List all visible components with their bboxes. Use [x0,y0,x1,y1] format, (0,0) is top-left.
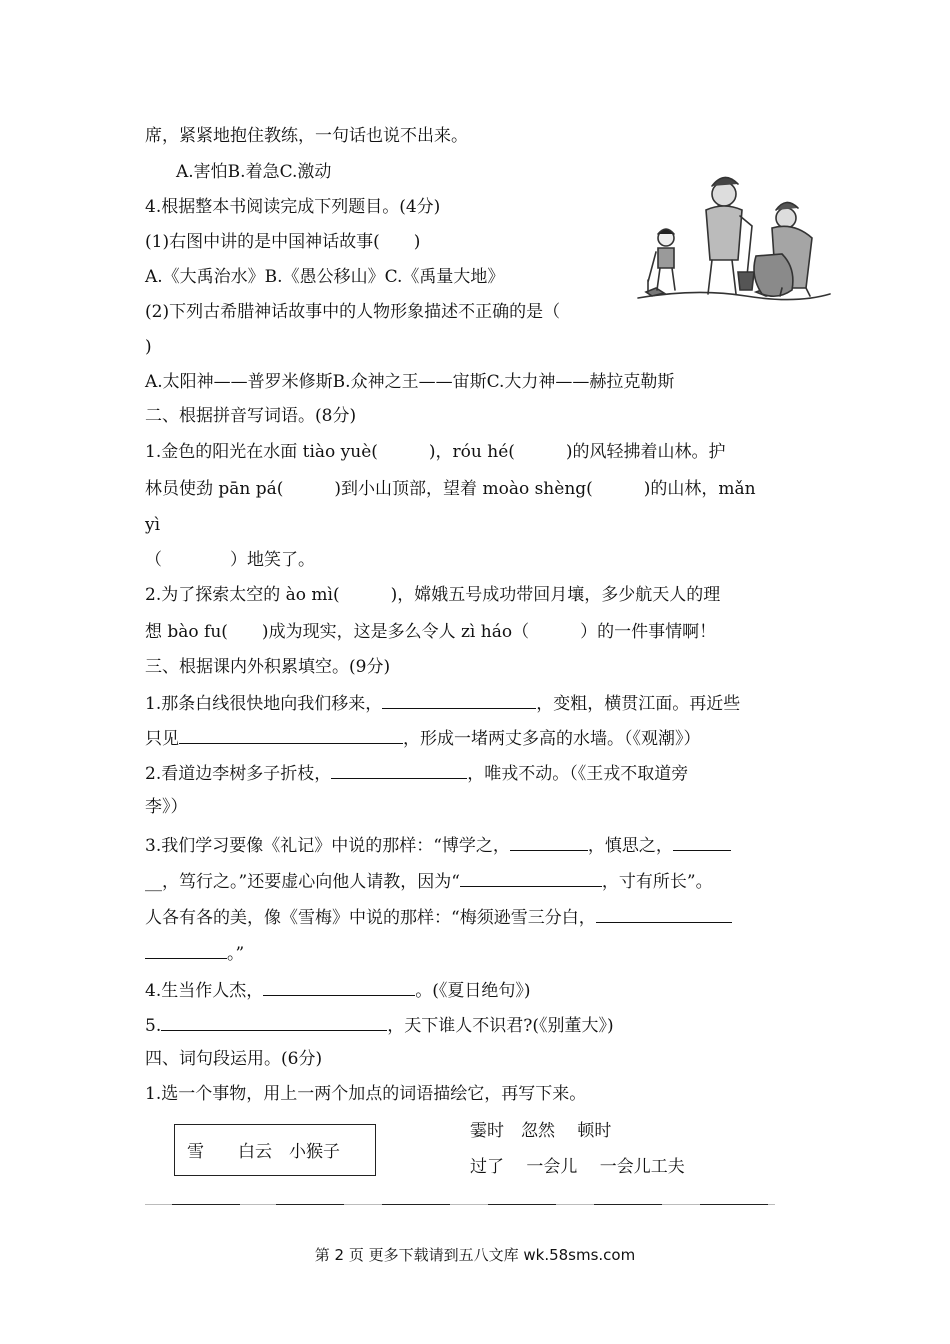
answer-blank[interactable] [161,1012,387,1031]
page-footer: 第 2 页 更多下载请到五八文库 wk.58sms.com [314,1246,636,1264]
answer-line[interactable] [382,1204,450,1205]
answer-blank[interactable] [460,868,602,887]
answer-blank[interactable] [263,977,415,996]
text-fragment: ，形成一堵两丈多高的水墙。（《观潮》） [403,729,701,749]
text-fragment: ，天下谁人不识君?(《别董大》) [387,1016,614,1036]
text-line: A.太阳神——普罗米修斯B.众神之王——宙斯C.大力神——赫拉克勒斯 [145,372,675,392]
fill-line [145,690,740,716]
fill-line [145,832,731,858]
section-heading: 三、根据课内外积累填空。(9分) [145,657,391,677]
text-fragment: ，慎思之， [587,836,673,856]
text-line: 林员使劲 pān pá( )到小山顶部，望着 moào shèng( )的山林，mǎn [145,479,756,499]
text-line: yì [145,515,161,535]
answer-blank[interactable] [673,832,731,851]
answer-blank[interactable] [510,832,588,851]
answer-blank[interactable] [596,904,732,923]
text-fragment: 3.我们学习要像《礼记》中说的那样：“博学之， [145,836,510,856]
text-fragment: 人各有各的美，像《雪梅》中说的那样：“梅须逊雪三分白， [145,908,596,928]
fill-line [145,868,713,894]
word-box-text: 雪 白云 小猴子 [187,1142,340,1162]
text-line: A.《大禹治水》B.《愚公移山》C.《禹量大地》 [145,267,505,287]
text-line: (2)下列古希腊神话故事中的人物形象描述不正确的是（ [145,302,561,322]
answer-line[interactable] [488,1204,556,1205]
section-heading: 四、词句段运用。(6分) [145,1049,323,1069]
fill-line [145,725,701,751]
text-fragment: ，寸有所长”。 [601,872,713,892]
text-fragment: 只见 [145,729,179,749]
section-heading: 二、根据拼音写词语。(8分) [145,406,357,426]
text-line: （ ）地笑了。 [145,550,315,570]
answer-line[interactable] [700,1204,768,1205]
word-box [174,1124,376,1176]
answer-blank[interactable] [331,760,467,779]
answer-blank[interactable] [382,690,536,709]
word-bank-row: 霎时 忽然 顿时 [470,1121,612,1141]
answer-blank[interactable] [145,940,227,959]
text-line: 1.选一个事物，用上一两个加点的词语描绘它，再写下来。 [145,1084,587,1104]
answer-line[interactable] [172,1204,240,1205]
answer-line[interactable] [276,1204,344,1205]
text-fragment: __，笃行之。”还要虚心向他人请教，因为“ [145,872,460,892]
text-fragment: 2.看道边李树多子折枝， [145,764,332,784]
text-fragment: 4.生当作人杰， [145,981,264,1001]
fill-line [145,940,244,966]
answer-line[interactable] [594,1204,662,1205]
text-fragment: 。(《夏日绝句》) [415,981,531,1001]
text-line: 席，紧紧地抱住教练，一句话也说不出来。 [145,126,468,146]
answer-blank[interactable] [179,725,403,744]
myth-illustration [636,160,832,306]
fill-line [145,1012,614,1038]
fill-line [145,760,688,786]
text-fragment: 1.那条白线很快地向我们移来， [145,694,383,714]
fill-line [145,977,531,1003]
word-bank-row: 过了 一会儿 一会儿工夫 [470,1157,685,1177]
text-line: 想 bào fu( )成为现实，这是多么令人 zì háo（ ）的一件事情啊！ [145,622,717,642]
text-line: A.害怕B.着急C.激动 [176,162,332,182]
fill-line [145,904,732,930]
text-fragment: 5. [145,1016,162,1036]
text-fragment: ，唯戎不动。（《王戎不取道旁 [467,764,689,784]
text-line: 李》） [145,797,188,817]
text-fragment: 。” [227,944,245,964]
question-heading: 4.根据整本书阅读完成下列题目。(4分) [145,197,441,217]
text-line: 1.金色的阳光在水面 tiào yuè( )，róu hé( )的风轻拂着山林。护 [145,442,726,462]
text-fragment: ，变粗，横贯江面。再近些 [536,694,741,714]
text-line: (1)右图中讲的是中国神话故事( ) [145,232,421,252]
text-line: 2.为了探索太空的 ào mì( )，嫦娥五号成功带回月壤，多少航天人的理 [145,585,721,605]
text-line: ) [145,337,152,357]
